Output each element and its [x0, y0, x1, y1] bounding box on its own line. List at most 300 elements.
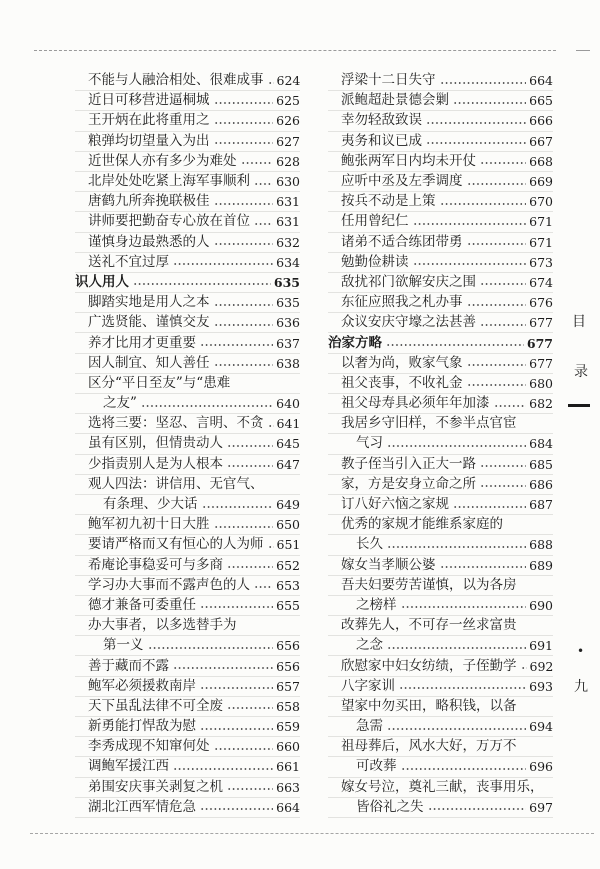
entry-title: 幸勿轻敌致误 — [341, 112, 422, 129]
toc-entry — [328, 737, 553, 777]
toc-line — [328, 455, 553, 475]
toc-entry — [75, 212, 300, 232]
toc-entry — [328, 455, 553, 475]
entry-page-number: 663 — [276, 779, 300, 795]
toc-line — [328, 333, 553, 353]
entry-page-number: 674 — [529, 274, 553, 290]
dot-leader — [467, 383, 527, 387]
entry-page-number: 647 — [276, 456, 300, 472]
entry-title: 谨慎身边最熟悉的人 — [88, 233, 210, 250]
entry-page-number: 694 — [529, 719, 553, 735]
section-heading — [328, 333, 553, 353]
toc-line — [75, 172, 300, 192]
dot-leader — [480, 282, 526, 286]
entry-page-number: 651 — [276, 537, 301, 553]
toc-entry — [75, 313, 300, 333]
toc-line — [75, 273, 300, 293]
dot-leader — [200, 343, 273, 347]
toc-line — [75, 293, 300, 313]
toc-entry — [328, 616, 553, 656]
dot-leader — [227, 787, 273, 791]
toc-line-continuation — [328, 535, 553, 555]
toc-line — [328, 192, 553, 212]
dot-leader — [227, 444, 273, 448]
entry-title: 八字家训 — [341, 677, 395, 694]
toc-entry — [328, 212, 553, 232]
toc-entry — [328, 556, 553, 576]
entry-title: 皆俗礼之失 — [356, 798, 424, 815]
entry-title: 北岸处处吃紧上海军事顺利 — [88, 173, 250, 190]
entry-title: 天下虽乱法律不可全废 — [88, 697, 223, 714]
toc-line — [75, 374, 300, 394]
toc-line — [328, 111, 553, 131]
toc-line — [75, 71, 300, 91]
toc-entry — [328, 111, 553, 131]
dot-leader — [173, 666, 273, 670]
toc-entry — [328, 233, 553, 253]
entry-title: 少指责别人是为人根本 — [88, 455, 223, 472]
toc-entry — [75, 152, 300, 172]
toc-line — [75, 798, 300, 818]
dot-leader — [426, 121, 526, 125]
toc-line — [328, 172, 553, 192]
entry-page-number: 670 — [529, 194, 553, 210]
toc-entry — [328, 192, 553, 212]
toc-line — [328, 576, 553, 596]
toc-entry — [328, 313, 553, 333]
toc-entry — [328, 172, 553, 192]
toc-column-right — [328, 71, 553, 818]
entry-page-number: 671 — [529, 234, 553, 250]
toc-entry — [328, 495, 553, 515]
entry-title: 善于藏而不露 — [88, 657, 169, 674]
toc-line-continuation — [328, 636, 553, 656]
toc-entry — [75, 717, 300, 737]
toc-entry — [75, 737, 300, 757]
entry-page-number: 665 — [529, 93, 553, 109]
dot-leader — [413, 262, 527, 266]
toc-line — [75, 475, 300, 495]
entry-page-number: 687 — [529, 497, 553, 513]
entry-title: 德才兼备可委重任 — [88, 596, 196, 613]
toc-entry — [75, 576, 300, 596]
margin-tab-bar — [568, 404, 590, 407]
entry-page-number: 685 — [529, 456, 553, 472]
toc-line — [328, 656, 553, 676]
toc-entry — [75, 354, 300, 374]
entry-title: 勉勤俭耕读 — [341, 253, 409, 270]
toc-line — [75, 91, 300, 111]
dot-leader — [200, 807, 273, 811]
entry-title: 湖北江西军情危急 — [88, 798, 196, 815]
toc-line — [328, 374, 553, 394]
entry-page-number: 653 — [276, 577, 300, 593]
toc-entry — [75, 677, 300, 697]
entry-page-number: 641 — [276, 416, 301, 432]
dot-leader — [453, 101, 526, 105]
entry-title: 按兵不动是上策 — [341, 193, 436, 210]
margin-label-lu: 录 — [574, 364, 588, 380]
toc-line — [75, 616, 300, 636]
entry-title: 气习 — [356, 435, 383, 452]
entry-title: 学习办大事而不露声色的人 — [88, 576, 250, 593]
entry-title: 观人四法：讲信用、无官气、 — [88, 475, 264, 492]
toc-entry — [75, 535, 300, 555]
toc-line — [328, 616, 553, 636]
entry-page-number: 677 — [529, 315, 553, 331]
toc-entry — [75, 556, 300, 576]
entry-page-number: 671 — [529, 214, 553, 230]
entry-page-number: 650 — [276, 517, 300, 533]
dot-leader — [214, 242, 274, 246]
toc-line — [328, 414, 553, 434]
entry-page-number: 661 — [276, 759, 300, 775]
toc-line — [75, 434, 300, 454]
entry-title: 鲍军初九初十日大胜 — [88, 516, 210, 533]
entry-page-number: 667 — [529, 133, 553, 149]
dot-leader — [200, 686, 273, 690]
dot-leader — [467, 363, 527, 367]
dot-leader — [440, 565, 527, 569]
toc-entry — [328, 515, 553, 555]
toc-line-continuation — [328, 798, 553, 818]
dot-leader — [173, 767, 273, 771]
entry-title: 急需 — [356, 718, 383, 735]
entry-title: 粮弹均切望量入为出 — [88, 132, 210, 149]
dot-leader — [399, 686, 526, 690]
toc-entry — [75, 434, 300, 454]
entry-title: 教子侄当引入正大一路 — [341, 455, 476, 472]
entry-title: 唐鹤九所奔挽联极佳 — [88, 193, 210, 210]
toc-line-continuation — [328, 757, 553, 777]
dot-leader — [386, 343, 524, 347]
entry-page-number: 686 — [529, 476, 553, 492]
entry-title: 改葬先人，不可存一丝求富贵 — [341, 617, 517, 634]
entry-page-number: 637 — [276, 335, 300, 351]
entry-title: 望家中勿买田，略积钱，以备 — [341, 697, 517, 714]
top-dashed-rule — [34, 50, 556, 51]
entry-page-number: 696 — [529, 759, 553, 775]
entry-title: 要请严格而又有恒心的人为师 — [88, 536, 264, 553]
entry-page-number: 652 — [276, 557, 300, 573]
entry-page-number: 690 — [529, 597, 553, 613]
toc-line — [75, 737, 300, 757]
entry-title: 诸弟不适合练团带勇 — [341, 233, 463, 250]
entry-title: 之榜样 — [356, 596, 397, 613]
entry-title: 送礼不宜过厚 — [88, 253, 169, 270]
toc-line — [75, 596, 300, 616]
toc-line — [328, 677, 553, 697]
toc-line-continuation — [75, 394, 300, 414]
toc-line-continuation — [328, 717, 553, 737]
entry-title: 养才比用才更重要 — [88, 334, 196, 351]
entry-title: 不能与人融洽相处、很难成事 — [88, 72, 264, 89]
entry-title: 长久 — [356, 536, 383, 553]
entry-title: 浮梁十二日失守 — [341, 72, 436, 89]
dot-leader — [148, 646, 274, 650]
entry-title: 嫁女当孝顺公婆 — [341, 556, 436, 573]
entry-title: 选将三要：坚忍、言明、不贪 — [88, 415, 264, 432]
entry-title: 祖母葬后，风水大好，万万不 — [341, 738, 517, 755]
entry-title: 众议安庆守壕之法甚善 — [341, 314, 476, 331]
toc-line — [75, 152, 300, 172]
dot-leader — [387, 727, 526, 731]
entry-title: 之友” — [103, 395, 137, 412]
toc-entry — [328, 71, 553, 91]
entry-title: 我居乡守旧样，不参半点官宦 — [341, 415, 517, 432]
dot-leader — [227, 464, 273, 468]
dot-leader — [480, 464, 526, 468]
toc-entry — [75, 798, 300, 818]
toc-entry — [75, 697, 300, 717]
dot-leader — [467, 182, 527, 186]
toc-entry — [328, 152, 553, 172]
entry-title: 李秀成现不知窜何处 — [88, 738, 210, 755]
entry-page-number: 689 — [529, 557, 553, 573]
entry-page-number: 627 — [276, 133, 300, 149]
toc-entry — [328, 374, 553, 394]
toc-line — [328, 556, 553, 576]
entry-title: 希庵论事稳妥可与多商 — [88, 556, 223, 573]
toc-line — [75, 576, 300, 596]
dot-leader — [214, 323, 274, 327]
entry-page-number: 649 — [276, 497, 300, 513]
entry-page-number: 635 — [276, 295, 300, 311]
entry-page-number: 682 — [529, 396, 553, 412]
dot-leader — [214, 101, 274, 105]
toc-line — [328, 515, 553, 535]
toc-line — [75, 717, 300, 737]
dot-leader — [202, 505, 274, 509]
toc-line — [328, 152, 553, 172]
entry-page-number: 645 — [276, 436, 300, 452]
dot-leader — [428, 807, 527, 811]
entry-page-number: 693 — [529, 678, 553, 694]
section-heading-title: 治家方略 — [328, 334, 382, 351]
toc-entry — [328, 656, 553, 676]
entry-title: 夷务和议已成 — [341, 132, 422, 149]
dot-leader — [480, 161, 526, 165]
top-rule-mark — [576, 50, 590, 51]
dot-leader — [413, 222, 527, 226]
toc-entry — [75, 132, 300, 152]
entry-title: 东征应照我之札办事 — [341, 294, 463, 311]
toc-entry — [75, 475, 300, 515]
entry-page-number: 632 — [276, 234, 300, 250]
toc-column-left — [75, 71, 300, 818]
entry-title: 订八好六恼之家规 — [341, 496, 449, 513]
entry-title: 虽有区别，但情贵动人 — [88, 435, 223, 452]
entry-page-number: 631 — [276, 194, 300, 210]
toc-entry — [75, 111, 300, 131]
entry-title: 讲师要把勤奋专心放在首位 — [88, 213, 250, 230]
toc-line — [75, 313, 300, 333]
dot-leader — [268, 545, 274, 549]
entry-title: 脚踏实地是用人之本 — [88, 294, 210, 311]
entry-page-number: 691 — [529, 638, 553, 654]
toc-line-continuation — [328, 596, 553, 616]
entry-page-number: 626 — [276, 113, 300, 129]
entry-page-number: 658 — [276, 698, 300, 714]
dot-leader — [214, 121, 274, 125]
entry-page-number: 697 — [529, 799, 553, 815]
entry-page-number: 656 — [276, 638, 300, 654]
entry-page-number: 640 — [276, 396, 300, 412]
toc-entry — [75, 455, 300, 475]
folio-page-number: 九 — [574, 679, 588, 695]
entry-page-number: 692 — [529, 658, 554, 674]
entry-page-number: 664 — [529, 73, 553, 89]
dot-leader — [494, 404, 527, 408]
entry-title: 任用曾纪仁 — [341, 213, 409, 230]
entry-page-number: 656 — [276, 658, 300, 674]
entry-title: 办大事者，以多选替手为 — [88, 617, 237, 634]
dot-leader — [387, 545, 526, 549]
toc-line — [75, 778, 300, 798]
entry-title: 区分“平日至友”与“患难 — [88, 374, 231, 391]
entry-page-number: 688 — [529, 537, 553, 553]
toc-entry — [75, 91, 300, 111]
toc-line — [328, 313, 553, 333]
entry-title: 应听中丞及左季调度 — [341, 173, 463, 190]
dot-leader — [387, 444, 526, 448]
dot-leader — [200, 605, 273, 609]
toc-entry — [75, 757, 300, 777]
toc-line — [75, 677, 300, 697]
dot-leader — [387, 646, 526, 650]
bottom-dashed-rule — [30, 833, 594, 834]
margin-label-mu: 目 — [572, 314, 586, 330]
dot-leader — [200, 727, 273, 731]
toc-line — [328, 495, 553, 515]
section-heading — [75, 273, 300, 293]
dot-leader — [214, 202, 274, 206]
entry-title: 祖父母寿具必须年年加漆 — [341, 395, 490, 412]
toc-line — [328, 697, 553, 717]
entry-page-number: 638 — [276, 355, 300, 371]
dot-leader — [467, 242, 527, 246]
margin-bullet: • — [577, 644, 585, 658]
dot-leader — [401, 605, 527, 609]
entry-page-number: 684 — [529, 436, 553, 452]
entry-title: 敌扰祁门欲解安庆之围 — [341, 273, 476, 290]
toc-line-continuation — [328, 434, 553, 454]
toc-entry — [75, 192, 300, 212]
entry-title: 祖父丧事，不收礼金 — [341, 374, 463, 391]
entry-title: 欣慰家中妇女纺绩，子侄勤学 — [341, 657, 517, 674]
entry-page-number: 630 — [276, 174, 300, 190]
entry-title: 派鲍超赴景德会剿 — [341, 92, 449, 109]
entry-title: 广选贤能、谨慎交友 — [88, 314, 210, 331]
toc-entry — [328, 273, 553, 293]
toc-line — [328, 212, 553, 232]
toc-line-continuation — [75, 495, 300, 515]
entry-title: 新勇能打悍敌为慰 — [88, 718, 196, 735]
toc-entry — [328, 91, 553, 111]
entry-page-number: 655 — [276, 597, 300, 613]
toc-entry — [75, 616, 300, 656]
entry-page-number: 624 — [276, 73, 301, 89]
dot-leader — [426, 141, 526, 145]
toc-entry — [75, 596, 300, 616]
entry-title: 近世保人亦有多少为难处 — [88, 152, 237, 169]
dot-leader — [254, 585, 273, 589]
dot-leader — [268, 81, 274, 85]
toc-line — [75, 233, 300, 253]
toc-line — [328, 475, 553, 495]
section-heading-title: 识人用人 — [75, 273, 129, 290]
entry-page-number: 680 — [529, 375, 553, 391]
entry-page-number: 635 — [273, 274, 300, 290]
toc-line — [75, 212, 300, 232]
toc-entry — [328, 414, 553, 454]
dot-leader — [480, 323, 526, 327]
toc-entry — [75, 778, 300, 798]
toc-line — [328, 293, 553, 313]
dot-leader — [268, 424, 274, 428]
toc-entry — [75, 374, 300, 414]
dot-leader — [254, 222, 273, 226]
dot-leader — [133, 282, 271, 286]
entry-title: 吾夫妇要劳苦谨慎，以为各房 — [341, 576, 517, 593]
dot-leader — [440, 202, 527, 206]
toc-entry — [75, 233, 300, 253]
dot-leader — [227, 706, 273, 710]
toc-line — [75, 354, 300, 374]
toc-line — [75, 253, 300, 273]
toc-entry — [75, 293, 300, 313]
entry-page-number: 659 — [276, 719, 300, 735]
toc-line — [75, 556, 300, 576]
entry-title: 嫁女号泣，奠礼三献，丧事用乐， — [341, 778, 544, 795]
dot-leader — [521, 666, 527, 670]
toc-line — [75, 333, 300, 353]
entry-title: 因人制宜、知人善任 — [88, 354, 210, 371]
toc-entry — [328, 475, 553, 495]
toc-line — [75, 132, 300, 152]
dot-leader — [440, 81, 527, 85]
toc-line — [328, 394, 553, 414]
toc-line — [328, 132, 553, 152]
entry-title: 有条理、少大话 — [103, 496, 198, 513]
toc-line — [75, 535, 300, 555]
toc-line — [328, 253, 553, 273]
toc-entry — [328, 677, 553, 697]
entry-page-number: 669 — [529, 174, 553, 190]
dot-leader — [254, 182, 273, 186]
entry-page-number: 666 — [529, 113, 553, 129]
entry-page-number: 677 — [529, 355, 553, 371]
toc-line — [75, 111, 300, 131]
entry-page-number: 660 — [276, 739, 300, 755]
toc-entry — [328, 132, 553, 152]
entry-title: 优秀的家规才能维系家庭的 — [341, 516, 503, 533]
dot-leader — [241, 161, 274, 165]
toc-entry — [328, 778, 553, 818]
entry-title: 弟围安庆事关剥复之机 — [88, 778, 223, 795]
dot-leader — [214, 747, 274, 751]
entry-page-number: 664 — [276, 799, 300, 815]
entry-page-number: 634 — [276, 254, 300, 270]
toc-entry — [328, 576, 553, 616]
entry-page-number: 677 — [526, 335, 553, 351]
dot-leader — [480, 484, 526, 488]
toc-line — [328, 91, 553, 111]
toc-line — [75, 757, 300, 777]
entry-title: 家，方是安身立命之所 — [341, 475, 476, 492]
entry-title: 鲍军必须援救南岸 — [88, 677, 196, 694]
dot-leader — [227, 565, 273, 569]
